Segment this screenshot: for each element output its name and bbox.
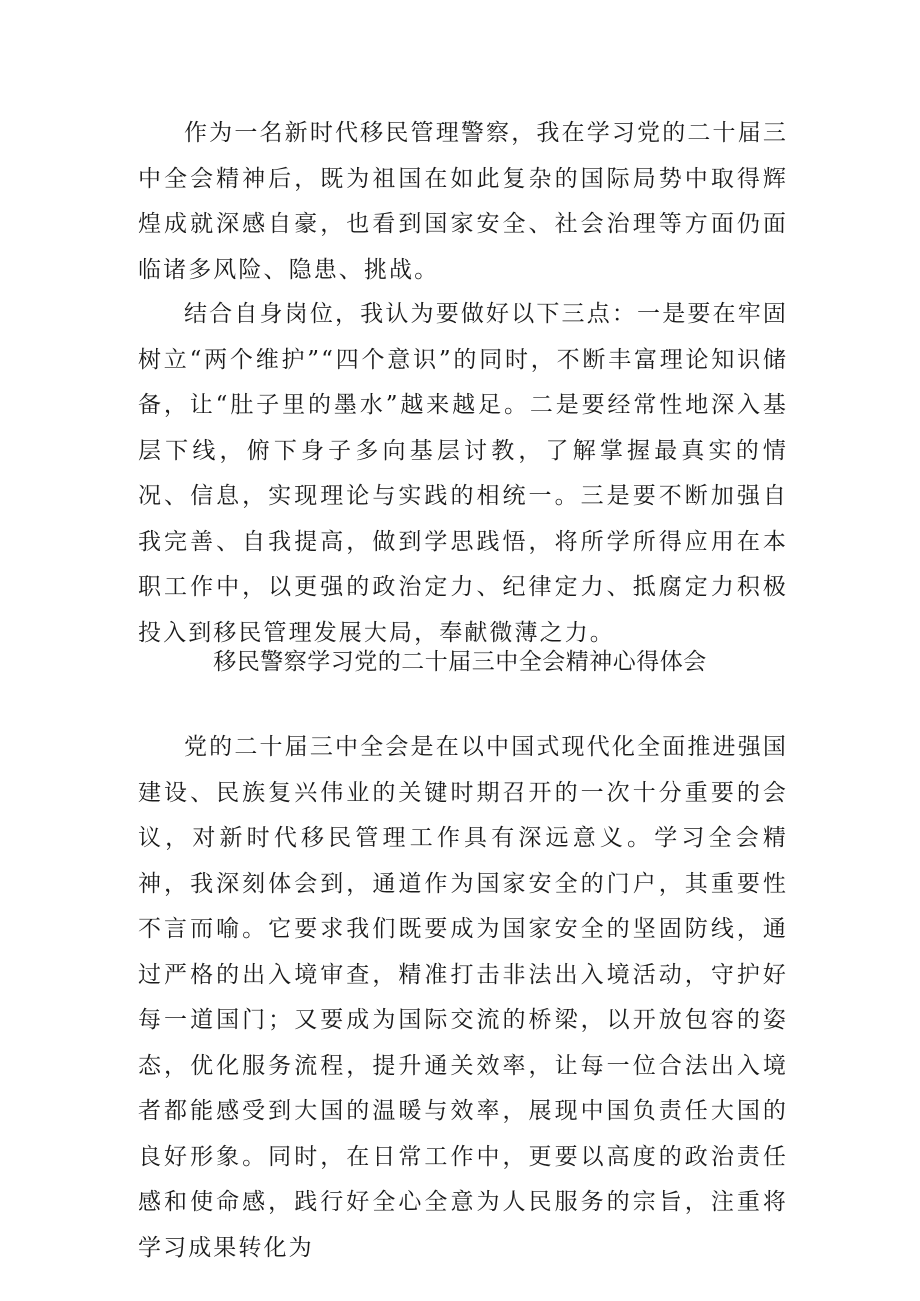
- intro-paragraph-2: 结合自身岗位，我认为要做好以下三点：一是要在牢固树立“两个维护”“四个意识”的同时，不断丰富理论知识储备，让“肚子里的墨水”越来越足。二是要经常性地深入基层下线，俯下身子多向基层讨教，了解掌握最真实的情况、信息，实现理论与实践的相统一。三是要不断加强自我完善、自我提高，做到学思践悟，将所学所得应用在本职工作中，以更强的政治定力、纪律定力、抵腐定力积极投入到移民管理发展大局，奉献微薄之力。: [138, 301, 788, 646]
- intro-paragraph-1: 作为一名新时代移民管理警察，我在学习党的二十届三中全会精神后，既为祖国在如此复杂的国际局势中取得辉煌成就深感自豪，也看到国家安全、社会治理等方面仍面临诸多风险、隐患、挑战。: [138, 120, 788, 283]
- section-paragraph-1: 党的二十届三中全会是在以中国式现代化全面推进强国建设、民族复兴伟业的关键时期召开的一次十分重要的会议，对新时代移民管理工作具有深远意义。学习全会精神，我深刻体会到，通道作为国家安全的门户，其重要性不言而喻。它要求我们既要成为国家安全的坚固防线，通过严格的出入境审查，精准打击非法出入境活动，守护好每一道国门；又要成为国际交流的桥梁，以开放包容的姿态，优化服务流程，提升通关效率，让每一位合法出入境者都能感受到大国的温暖与效率，展现中国负责任大国的良好形象。同时，在日常工作中，更要以高度的政治责任感和使命感，践行好全心全意为人民服务的宗旨，注重将学习成果转化为: [138, 734, 788, 1261]
- section-title: 移民警察学习党的二十届三中全会精神心得体会: [213, 649, 707, 675]
